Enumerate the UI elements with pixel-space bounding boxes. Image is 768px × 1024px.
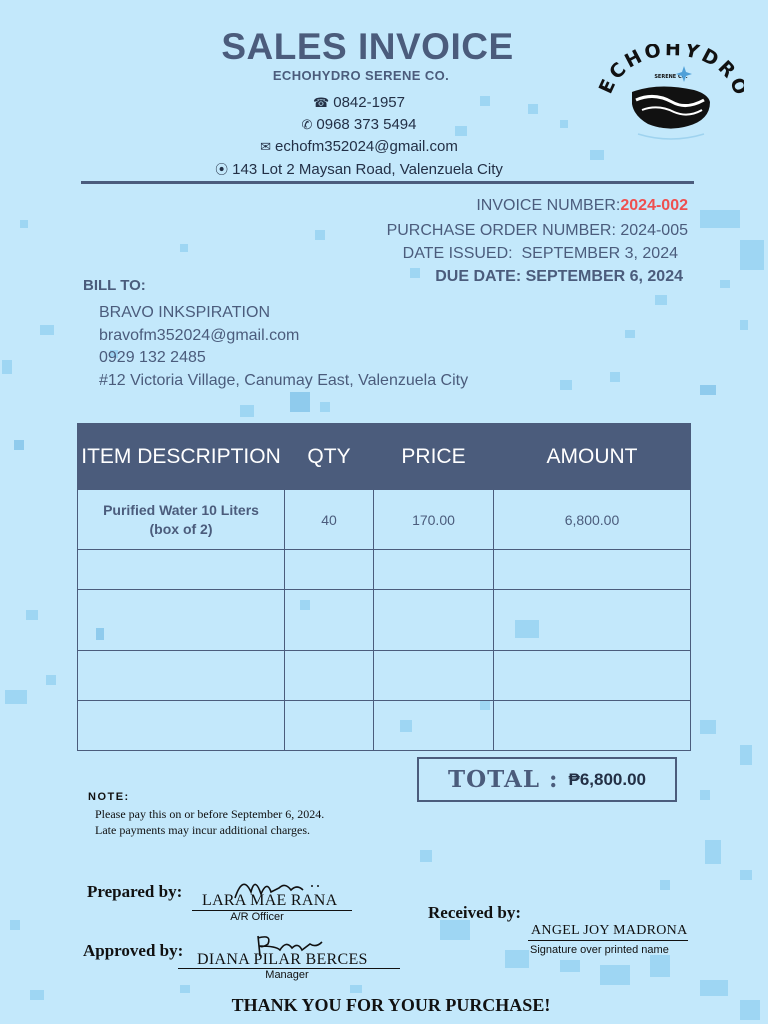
items-table — [77, 423, 691, 751]
col-header-amount: AMOUNT — [494, 424, 691, 490]
po-number: 2024-005 — [620, 222, 688, 239]
col-header-price: PRICE — [374, 424, 494, 490]
invoice-number-row: INVOICE NUMBER:2024-002 — [476, 197, 688, 214]
company-name: ECHOHYDRO SERENE CO. — [272, 68, 450, 83]
table-row — [78, 490, 691, 550]
client-address: #12 Victoria Village, Canumay East, Valenzuela City — [99, 372, 469, 389]
item-amount: 6,800.00 — [494, 490, 691, 550]
phone-icon: ✆ — [301, 117, 313, 132]
approved-name: DIANA PILAR BERCES — [197, 951, 368, 968]
prepared-by-label: Prepared by: — [87, 882, 183, 901]
client-name: BRAVO INKSPIRATION — [99, 304, 270, 321]
table-header-row — [78, 424, 691, 490]
location-pin-icon: ⦿ — [215, 162, 229, 177]
telephone-icon: ☎ — [313, 95, 330, 110]
date-issued-row: DATE ISSUED: SEPTEMBER 3, 2024 — [402, 245, 678, 262]
table-row-empty — [78, 701, 691, 751]
approved-role: Manager — [265, 969, 309, 981]
note-line-1: Please pay this on or before September 6, 2024. — [95, 807, 325, 821]
po-number-row: PURCHASE ORDER NUMBER: 2024-005 — [386, 222, 688, 239]
company-phone: ☎ 0842-1957 — [313, 94, 405, 111]
table-row-empty — [78, 590, 691, 651]
item-price: 170.00 — [374, 490, 494, 550]
received-role: Signature over printed name — [530, 944, 669, 956]
prepared-name: LARA MAE RANA — [202, 892, 338, 909]
received-by-label: Received by: — [428, 903, 522, 922]
client-email: bravofm352024@gmail.com — [99, 327, 300, 344]
received-name: ANGEL JOY MADRONA — [531, 923, 688, 938]
prepared-role: A/R Officer — [230, 911, 284, 923]
col-header-qty: QTY — [285, 424, 374, 490]
wave-icon — [632, 86, 710, 128]
invoice-number: 2024-002 — [620, 197, 688, 214]
total-label: TOTAL : — [447, 766, 559, 793]
logo-wordmark: CHOHYDR — [605, 44, 742, 85]
received-signature-line — [528, 940, 688, 941]
envelope-icon: ✉ — [260, 139, 272, 154]
due-date: SEPTEMBER 6, 2024 — [525, 268, 683, 285]
header-divider — [81, 181, 694, 184]
company-address: ⦿ 143 Lot 2 Maysan Road, Valenzuela City — [215, 161, 503, 178]
company-mobile: ✆ 0968 373 5494 — [301, 116, 417, 133]
logo-subtitle: SERENE CO. — [654, 74, 688, 80]
thank-you-message: THANK YOU FOR YOUR PURCHASE! — [231, 995, 551, 1015]
date-issued: SEPTEMBER 3, 2024 — [521, 245, 678, 262]
note-heading: NOTE: — [88, 791, 130, 803]
total-box — [417, 757, 677, 802]
due-date-row: DUE DATE: SEPTEMBER 6, 2024 — [435, 268, 683, 285]
item-description: Purified Water 10 Liters (box of 2) — [78, 490, 285, 550]
approved-by-label: Approved by: — [83, 941, 184, 960]
total-value: ₱6,800.00 — [568, 769, 647, 789]
table-row-empty — [78, 550, 691, 590]
item-qty: 40 — [285, 490, 374, 550]
note-line-2: Late payments may incur additional charges. — [95, 823, 311, 837]
bill-to-heading: BILL TO: — [83, 277, 146, 294]
invoice-title: SALES INVOICE — [221, 26, 514, 67]
table-row-empty — [78, 651, 691, 701]
client-phone: 0929 132 2485 — [99, 349, 206, 366]
company-logo — [598, 44, 744, 154]
company-email: ✉ echofm352024@gmail.com — [260, 138, 458, 155]
col-header-description: ITEM DESCRIPTION — [78, 424, 285, 490]
